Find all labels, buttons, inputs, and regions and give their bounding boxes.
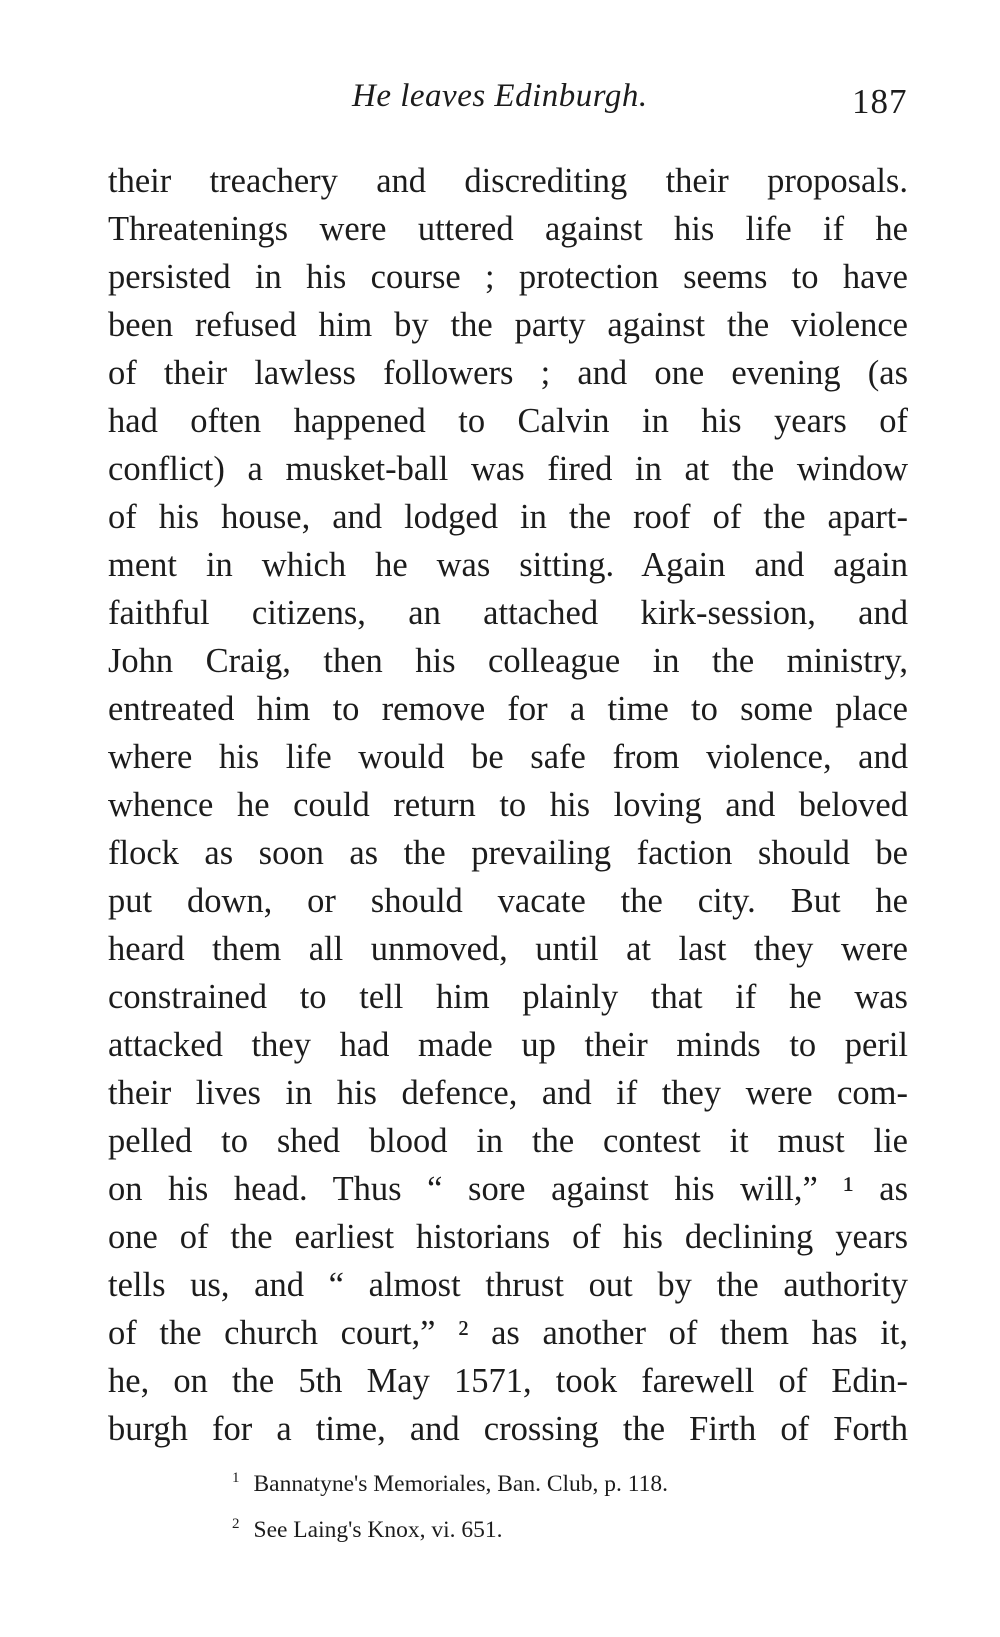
text-line: of the church court,” ² as another of them has it, [108,1314,908,1352]
footnote-text: Bannatyne's Memoriales, Ban. Club, p. 118. [253,1470,669,1497]
text-line: their treachery and discrediting their proposals. [108,162,908,200]
text-line: had often happened to Calvin in his years of [108,402,908,440]
text-line: where his life would be safe from violence, and [108,738,908,776]
text-line: one of the earliest historians of his declining years [108,1218,908,1256]
running-title: He leaves Edinburgh. [352,78,648,114]
text-line: pelled to shed blood in the contest it must lie [108,1122,908,1160]
text-line: John Craig, then his colleague in the ministry, [108,642,908,680]
body-text [108,157,908,1453]
footnote-2 [232,1504,932,1550]
footnotes [232,1458,932,1550]
text-line: heard them all unmoved, until at last they were [108,930,908,968]
text-line: constrained to tell him plainly that if he was [108,978,908,1016]
text-line: conflict) a musket-ball was fired in at the window [108,450,908,488]
text-line: their lives in his defence, and if they were com- [108,1074,908,1112]
footnote-marker: 2 [232,1515,240,1532]
text-line: Threatenings were uttered against his life if he [108,210,908,248]
text-line: been refused him by the party against the violence [108,306,908,344]
footnote-marker: 1 [232,1470,240,1486]
text-line: ment in which he was sitting. Again and again [108,546,908,584]
text-line: attacked they had made up their minds to peril [108,1026,908,1064]
text-line: burgh for a time, and crossing the Firth of Forth [108,1410,908,1448]
text-line: whence he could return to his loving and beloved [108,786,908,824]
text-line: flock as soon as the prevailing faction should be [108,834,908,872]
text-line: put down, or should vacate the city. But he [108,882,908,920]
footnote-1 [232,1458,932,1504]
text-line: on his head. Thus “ sore against his will,” ¹ as [108,1170,908,1208]
text-line: of his house, and lodged in the roof of the apart- [108,498,908,536]
footnote-text: See Laing's Knox, vi. 651. [253,1516,503,1543]
text-line: tells us, and “ almost thrust out by the authority [108,1266,908,1304]
text-line: faithful citizens, an attached kirk-session, and [108,594,908,632]
text-line: entreated him to remove for a time to some place [108,690,908,728]
text-line: persisted in his course ; protection seems to have [108,258,908,296]
text-line: of their lawless followers ; and one evening (as [108,354,908,392]
page-number: 187 [852,82,908,121]
text-line: he, on the 5th May 1571, took farewell of Edin- [108,1362,908,1400]
